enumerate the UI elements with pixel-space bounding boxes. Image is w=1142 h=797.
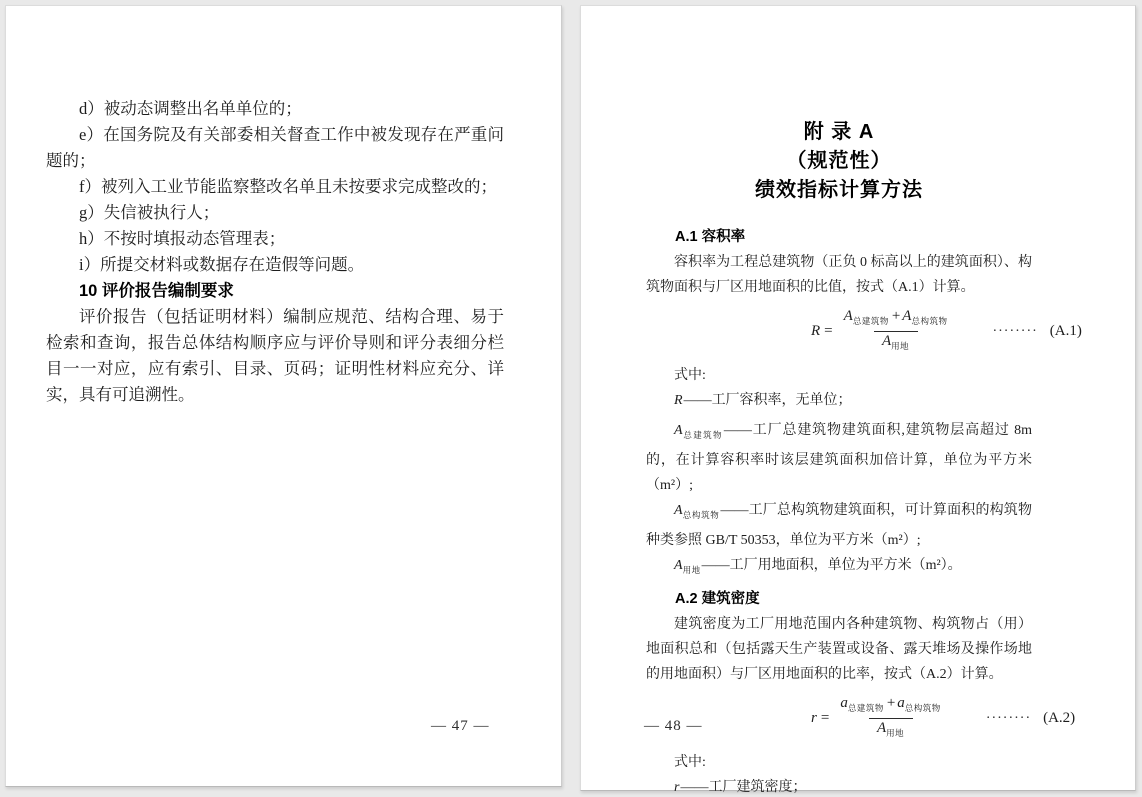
page-number-47: — 47 — [431, 718, 490, 734]
section-10-paragraph: 评价报告（包括证明材料）编制应规范、结构合理、易于检索和查询，报告总体结构顺序应与评价导则和评分表细分栏目一一对应，应有索引、目录、页码；证明性材料应充分、详实，具有可追溯性。 [46, 307, 504, 404]
page-number-48: — 48 — [644, 718, 703, 734]
equals-sign: = [824, 323, 833, 339]
variable-subscript: 总构筑物 [911, 316, 948, 326]
fraction [832, 694, 950, 743]
formula-a1-lhs: R [811, 323, 821, 339]
definition-text: ——工厂用地面积，单位为平方米（m²）。 [701, 558, 962, 573]
variable: A [902, 308, 912, 324]
variable-subscript: 用地 [886, 728, 905, 738]
variable-subscript: 总建筑物 [847, 703, 884, 713]
plus-sign: + [886, 695, 896, 711]
variable-subscript: 用地 [891, 341, 910, 351]
section-a2-intro: 建筑密度为工厂用地范围内各种建筑物、构筑物占（用）地面积总和（包括露天生产装置或设备、露天堆场及操作场地的用地面积）与厂区用地面积的比率，按式（A.2）计算。 [646, 617, 1032, 682]
appendix-title-line-2: （规范性） [786, 150, 892, 172]
page-47-content [46, 6, 504, 408]
list-item-d: d）被动态调整出名单单位的； [79, 99, 302, 118]
formula-a1 [646, 307, 1082, 356]
definition-A-total-structure [646, 498, 1032, 553]
definition-A-total-building [646, 418, 1032, 498]
variable: A [843, 308, 853, 324]
definition-text: ——工厂总建筑物建筑面积,建筑物层高超过 8m 的，在计算容积率时该层建筑面积加倍计算，单位为平方米（m²）; [646, 423, 1032, 493]
appendix-title [646, 6, 1032, 205]
formula-a2-label: (A.2) [1043, 710, 1076, 726]
appendix-title-line-1: 附 录 A [803, 121, 875, 143]
variable-subscript: 总构筑物 [904, 703, 941, 713]
variable: a [840, 695, 848, 711]
page-48-content [646, 6, 1082, 797]
numerator [832, 694, 950, 718]
definition-text: ——工厂建筑密度； [680, 780, 807, 795]
variable: r [674, 780, 680, 795]
definition-r [646, 775, 1032, 797]
variable: A [881, 333, 892, 349]
formula-dot-leader: ········ [992, 324, 1038, 339]
variable: A [674, 558, 683, 573]
list-item-h: h）不按时填报动态管理表； [79, 229, 286, 248]
section-10-heading: 10 评价报告编制要求 [79, 282, 234, 300]
list-item-g: g）失信被执行人； [79, 203, 220, 222]
formula-a2-lhs: r [811, 710, 817, 726]
definition-R [646, 388, 1032, 418]
plus-sign: + [891, 308, 901, 324]
formula-a1-label: (A.1) [1049, 323, 1082, 339]
denominator [874, 331, 918, 356]
list-item-f: f）被列入工业节能监察整改名单且未按要求完成整改的； [79, 177, 497, 196]
variable: a [897, 695, 905, 711]
variable-subscript: 总建筑物 [852, 316, 889, 326]
denominator [869, 718, 913, 743]
definition-text: ——工厂容积率，无单位； [683, 393, 852, 408]
document-page-48 [580, 5, 1136, 795]
list-item-e: e）在国务院及有关部委相关督查工作中被发现存在严重问题的； [46, 125, 504, 170]
variable: R [674, 393, 683, 408]
variable-subscript: 用地 [682, 565, 701, 575]
variable-subscript: 总构筑物 [682, 510, 720, 520]
section-a1-intro: 容积率为工程总建筑物（正负 0 标高以上的建筑面积）、构筑物面积与厂区用地面积的比值，按式（A.1）计算。 [646, 255, 1032, 295]
list-item-i: i）所提交材料或数据存在造假等问题。 [79, 255, 365, 274]
document-page-47 [5, 5, 562, 787]
section-a2-heading: A.2 建筑密度 [675, 591, 760, 607]
where-label: 式中: [674, 755, 706, 770]
variable-subscript: 总建筑物 [682, 430, 723, 440]
section-a1-heading: A.1 容积率 [675, 229, 746, 245]
fraction [836, 307, 957, 356]
variable: A [876, 720, 887, 736]
appendix-title-line-3: 绩效指标计算方法 [755, 179, 923, 201]
where-label: 式中: [674, 368, 706, 383]
definition-A-land [646, 553, 1032, 583]
formula-dot-leader: ········ [985, 711, 1032, 726]
variable: A [674, 423, 683, 438]
definition-text: ——工厂总构筑物建筑面积，可计算面积的构筑物种类参照 GB/T 50353，单位为平方米（m²）; [646, 503, 1032, 548]
equals-sign: = [820, 710, 830, 726]
formula-a2 [646, 694, 1076, 743]
variable: A [674, 503, 683, 518]
numerator [836, 307, 957, 331]
